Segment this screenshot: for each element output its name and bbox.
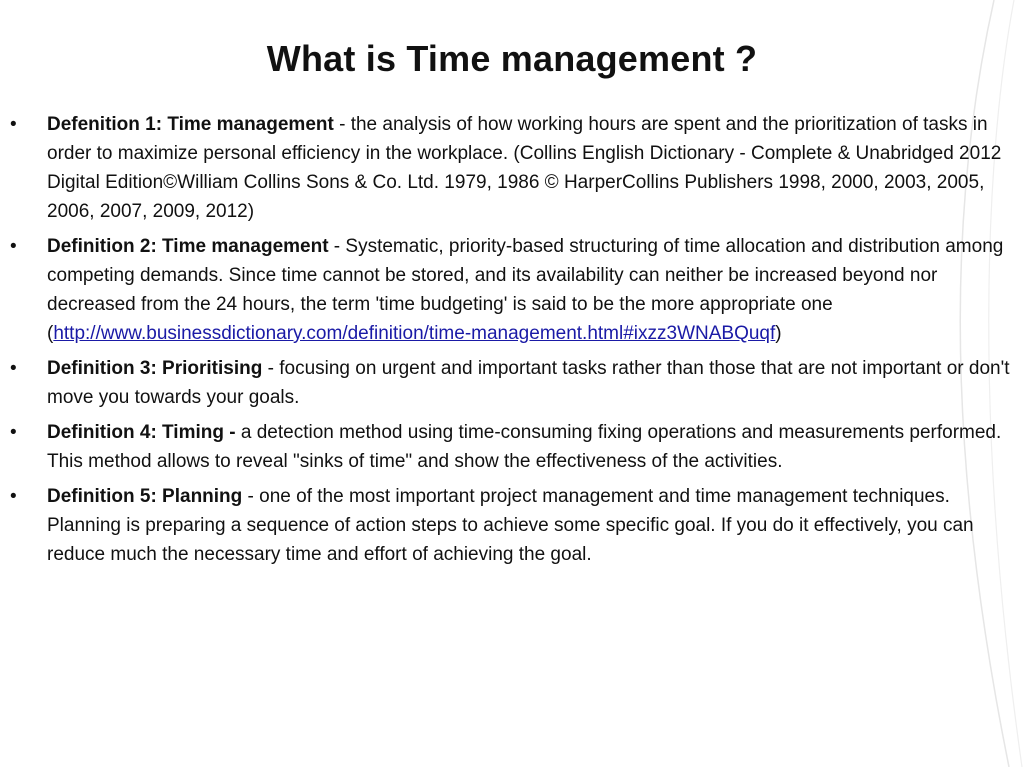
definition-text: a detection method using time-consuming fixing operations and measurements performed. This method allows to reveal "sinks of time" and show the effectiveness of the activities.	[47, 422, 1002, 472]
bullet-icon: •	[10, 358, 17, 379]
bullet-icon: •	[10, 114, 17, 135]
bullet-icon: •	[10, 486, 17, 507]
definition-item-5	[0, 482, 1010, 569]
definition-term: Definition 5: Planning	[47, 486, 243, 507]
bullet-icon: •	[10, 422, 17, 443]
definition-item-2	[0, 232, 1010, 348]
definition-term: Definition 2: Time management	[47, 236, 329, 257]
slide-title: What is Time management ?	[266, 38, 758, 79]
definition-item-1	[0, 110, 1010, 226]
definition-term: Definition 3: Prioritising	[47, 358, 263, 379]
definition-list	[0, 110, 1010, 575]
definition-item-3	[0, 354, 1010, 412]
definition-term: Definition 4: Timing -	[47, 422, 236, 443]
bullet-icon: •	[10, 236, 17, 257]
definition-text: - focusing on urgent and important tasks rather than those that are not important or don't move you towards your goals.	[47, 358, 1010, 408]
definition-text-end: )	[775, 323, 782, 344]
definition-text: - the analysis of how working hours are spent and the prioritization of tasks in order to maximize personal efficiency in the workplace. (Collins English Dictionary - Complete & Unabridged 2012 Digital Edition©William Collins Sons & Co. Ltd. 1979, 1986 © HarperCollins Publishers 1998, 2000, 2003, 2005, 2006, 2007, 2009, 2012)	[47, 114, 1002, 222]
definition-text: - Systematic, priority-based structuring of time allocation and distribution among competing demands. Since time cannot be stored, and its availability can neither be increased beyond nor decreased from the 24 hours, the term 'time budgeting' is said to be the more appropriate one (	[47, 236, 1004, 344]
definition-term: Defenition 1: Time management	[47, 114, 334, 135]
definition-item-4	[0, 418, 1010, 476]
definition-text: - one of the most important project management and time management techniques. Planning is preparing a sequence of action steps to achieve some specific goal. If you do it effectively, you can reduce much the necessary time and effort of achieving the goal.	[47, 486, 974, 565]
source-link[interactable]: http://www.businessdictionary.com/definition/time-management.html#ixzz3WNABQuqf	[53, 323, 776, 344]
